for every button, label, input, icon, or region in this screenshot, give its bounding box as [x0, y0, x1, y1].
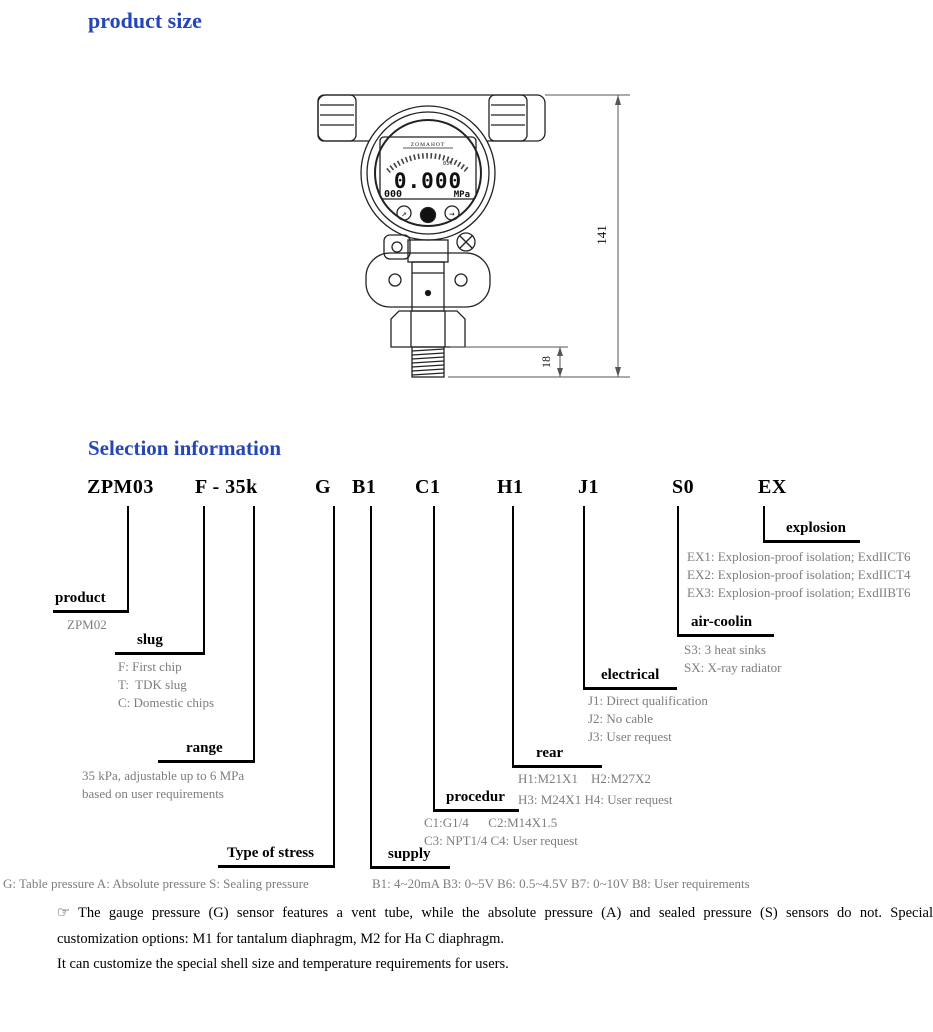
item-explosion-2: EX3: Explosion-proof isolation; ExdIIBT6: [687, 585, 911, 600]
item-air-coolin-0: S3: 3 heat sinks: [684, 642, 766, 657]
item-rear-0: H1:M21X1 H2:M27X2: [518, 771, 651, 786]
product-size-heading: product size: [88, 8, 202, 33]
item-slug-1: T: TDK slug: [118, 677, 187, 692]
item-procedur-0: C1:G1/4 C2:M14X1.5: [424, 815, 558, 830]
code-ex: EX: [758, 476, 787, 498]
label-supply: supply: [388, 846, 431, 862]
label-stress: Type of stress: [227, 845, 314, 861]
connector-electrical: [583, 506, 585, 690]
label-range: range: [186, 740, 223, 756]
item-supply-0: B1: 4~20mA B3: 0~5V B6: 0.5~4.5V B7: 0~10V B8: User requirements: [372, 876, 750, 891]
underline-rear: [512, 765, 602, 768]
label-explosion: explosion: [786, 520, 847, 536]
item-electrical-1: J2: No cable: [588, 711, 653, 726]
underline-procedur: [433, 809, 519, 812]
item-slug-0: F: First chip: [118, 659, 182, 674]
code-c1: C1: [415, 476, 441, 498]
connector-slug: [203, 506, 205, 655]
item-explosion-1: EX2: Explosion-proof isolation; ExdIICT4: [687, 567, 911, 582]
connector-procedur: [433, 506, 435, 812]
note-customize-shell: It can customize the special shell size and temperature requirements for users.: [57, 956, 509, 972]
connector-product: [127, 506, 129, 613]
code-g: G: [315, 476, 332, 498]
item-rear-1: H3: M24X1 H4: User request: [518, 792, 673, 807]
connector-stress: [333, 506, 335, 868]
underline-range: [158, 760, 255, 763]
item-stress-0: G: Table pressure A: Absolute pressure S: Sealing pressure: [3, 876, 309, 891]
thread-stub: [412, 347, 444, 377]
center-dark-button: [421, 208, 436, 223]
display-brand-text: ZOMAHOT: [410, 142, 446, 148]
connector-explosion: [763, 506, 765, 543]
label-electrical: electrical: [601, 667, 660, 683]
right-arrow-icon: →: [449, 209, 455, 220]
display-main-value: 0.000: [393, 169, 463, 193]
label-procedur: procedur: [446, 789, 505, 805]
dim-18-label: 18: [539, 356, 553, 368]
label-product: product: [55, 590, 106, 606]
connector-air-coolin: [677, 506, 679, 637]
underline-stress: [218, 865, 335, 868]
label-air-coolin: air-coolin: [691, 614, 753, 630]
underline-electrical: [583, 687, 677, 690]
connector-range: [253, 506, 255, 763]
code-zpm03: ZPM03: [87, 476, 154, 498]
underline-slug: [115, 652, 205, 655]
hex-nut: [391, 311, 465, 347]
item-range-0: 35 kPa, adjustable up to 6 MPa: [82, 768, 245, 783]
mounting-flange: [366, 253, 490, 311]
connector-rear: [512, 506, 514, 768]
display-unit-label: MPa: [453, 190, 470, 200]
item-slug-2: C: Domestic chips: [118, 695, 215, 710]
device-drawing: [300, 85, 645, 400]
left-arrow-icon: ↗: [401, 209, 407, 220]
underline-product: [53, 610, 129, 613]
item-electrical-0: J1: Direct qualification: [588, 693, 708, 708]
label-slug: slug: [137, 632, 163, 648]
code-j1: J1: [578, 476, 599, 498]
underline-explosion: [763, 540, 860, 543]
display-percent-text: 03%: [443, 161, 453, 167]
item-electrical-2: J3: User request: [588, 729, 672, 744]
dimension-18: [450, 347, 568, 377]
display-bottom-left-value: 000: [384, 189, 403, 200]
note-gauge-pressure: ☞ The gauge pressure (G) sensor features a vent tube, while the absolute pressure (A) and sealed pressure (S) sensors do not. Special: [57, 905, 933, 921]
connector-supply: [370, 506, 372, 869]
code-f-35k: F - 35k: [195, 476, 258, 498]
underline-supply: [370, 866, 450, 869]
item-explosion-0: EX1: Explosion-proof isolation; ExdIICT6: [687, 549, 911, 564]
code-s0: S0: [672, 476, 695, 498]
item-range-1: based on user requirements: [82, 786, 224, 801]
label-rear: rear: [536, 745, 564, 761]
item-product-0: ZPM02: [67, 617, 107, 632]
dim-141-label: 141: [594, 225, 609, 245]
item-procedur-1: C3: NPT1/4 C4: User request: [424, 833, 578, 848]
underline-air-coolin: [677, 634, 774, 637]
item-air-coolin-1: SX: X-ray radiator: [684, 660, 782, 675]
code-b1: B1: [352, 476, 377, 498]
code-h1: H1: [497, 476, 524, 498]
selection-information-heading: Selection information: [88, 436, 282, 460]
note-customization: customization options: M1 for tantalum diaphragm, M2 for Ha C diaphragm.: [57, 931, 505, 947]
